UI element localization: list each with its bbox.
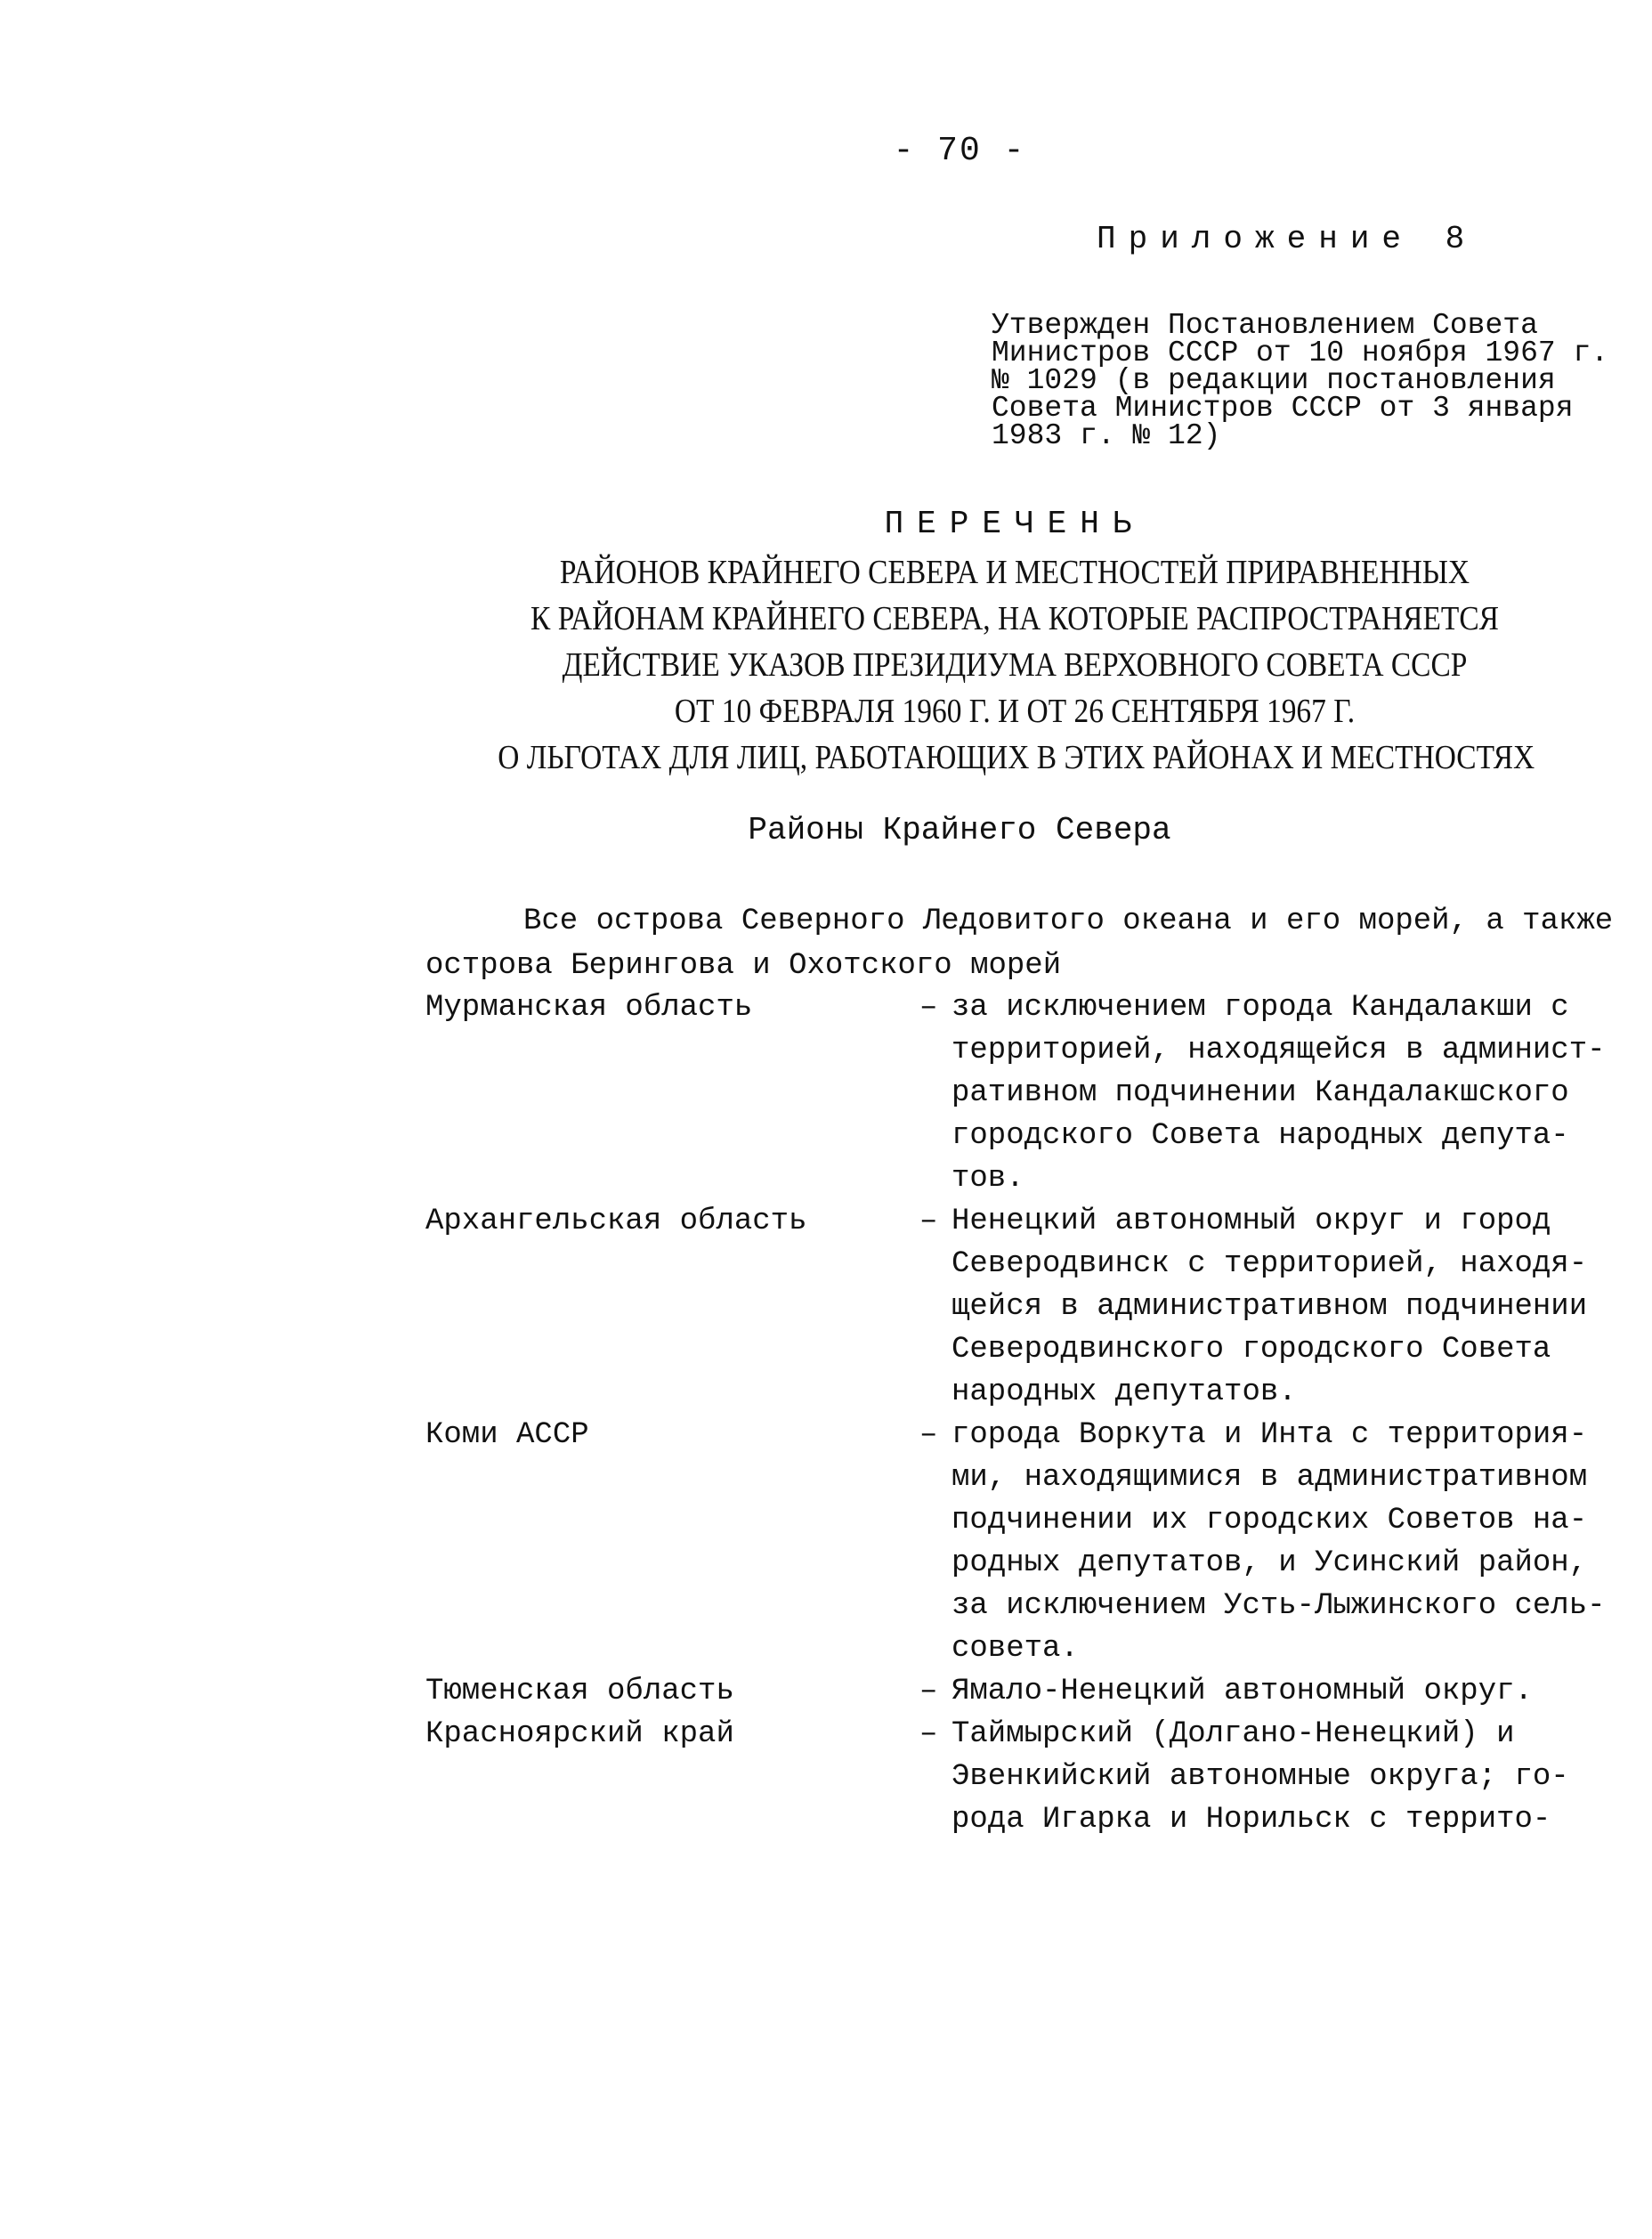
- page-number: - 70 -: [893, 132, 1026, 170]
- description-line: щейся в административном подчинении: [952, 1290, 1588, 1324]
- region-entry: [425, 1670, 1600, 1713]
- description-line: родных депутатов, и Усинский район,: [952, 1546, 1588, 1580]
- dash-separator: –: [919, 1205, 938, 1238]
- intro-paragraph: [425, 899, 1614, 988]
- approval-note: [992, 309, 1615, 452]
- title-line: О ЛЬГОТАХ ДЛЯ ЛИЦ, РАБОТАЮЩИХ В ЭТИХ РАЙОНАХ И МЕСТНОСТЯХ: [498, 739, 1535, 776]
- region-entry: [425, 1200, 1600, 1414]
- approval-line: Министров СССР от 10 ноября 1967 г.: [992, 337, 1609, 369]
- description-line: Эвенкийский автономные округа; го-: [952, 1760, 1569, 1794]
- region-list: [425, 986, 1606, 1841]
- dash-separator: –: [919, 991, 938, 1025]
- section-heading: Районы Крайнего Севера: [748, 812, 1171, 848]
- description-line: Ямало-Ненецкий автономный округ.: [952, 1675, 1533, 1708]
- region-description: [952, 986, 1606, 1200]
- intro-line: Все острова Северного Ледовитого океана и его морей, а также: [523, 905, 1614, 938]
- title-line: ОТ 10 ФЕВРАЛЯ 1960 Г. И ОТ 26 СЕНТЯБРЯ 1967 Г.: [674, 693, 1356, 730]
- region-description: [952, 1670, 1600, 1713]
- region-name: Коми АССР: [425, 1418, 589, 1452]
- description-line: рода Игарка и Норильск с террито-: [952, 1803, 1551, 1837]
- description-line: Ненецкий автономный округ и город: [952, 1205, 1551, 1238]
- description-line: совета.: [952, 1632, 1079, 1666]
- description-line: городского Совета народных депута-: [952, 1119, 1569, 1153]
- dash-separator: –: [919, 1418, 938, 1452]
- description-line: Северодвинск с территорией, находя-: [952, 1247, 1588, 1281]
- intro-line: острова Берингова и Охотского морей: [425, 949, 1062, 983]
- description-line: за исключением Усть-Лыжинского сель-: [952, 1589, 1606, 1623]
- region-name: Красноярский край: [425, 1717, 734, 1751]
- region-entry: [425, 1713, 1600, 1841]
- description-line: территорией, находящейся в админист-: [952, 1034, 1606, 1067]
- approval-line: 1983 г. № 12): [992, 419, 1221, 452]
- description-line: Северодвинского городского Совета: [952, 1333, 1551, 1367]
- title-line: РАЙОНОВ КРАЙНЕГО СЕВЕРА И МЕСТНОСТЕЙ ПРИРАВНЕННЫХ: [559, 554, 1470, 591]
- title-line: ДЕЙСТВИЕ УКАЗОВ ПРЕЗИДИУМА ВЕРХОВНОГО СОВЕТА СССР: [562, 646, 1468, 684]
- description-line: тов.: [952, 1162, 1024, 1196]
- region-name: Тюменская область: [425, 1675, 734, 1708]
- description-line: города Воркута и Инта с территория-: [952, 1418, 1588, 1452]
- appendix-label: Приложение 8: [1097, 221, 1478, 257]
- description-line: ми, находящимися в административном: [952, 1461, 1588, 1495]
- region-name: Архангельская область: [425, 1205, 807, 1238]
- dash-separator: –: [919, 1675, 938, 1708]
- approval-line: Утвержден Постановлением Совета: [992, 309, 1538, 342]
- document-title: [427, 506, 1602, 781]
- region-description: [952, 1200, 1600, 1414]
- approval-line: Совета Министров СССР от 3 января: [992, 392, 1574, 425]
- region-name: Мурманская область: [425, 991, 753, 1025]
- description-line: Таймырский (Долгано-Ненецкий) и: [952, 1717, 1515, 1751]
- description-line: за исключением города Кандалакши с: [952, 991, 1569, 1025]
- title-word: ПЕРЕЧЕНЬ: [884, 506, 1146, 542]
- region-description: [952, 1713, 1600, 1841]
- title-line: К РАЙОНАМ КРАЙНЕГО СЕВЕРА, НА КОТОРЫЕ РАСПРОСТРАНЯЕТСЯ: [530, 600, 1499, 637]
- description-line: подчинении их городских Советов на-: [952, 1504, 1588, 1537]
- description-line: ративном подчинении Кандалакшского: [952, 1076, 1569, 1110]
- region-description: [952, 1414, 1606, 1670]
- region-entry: [425, 986, 1606, 1200]
- approval-line: № 1029 (в редакции постановления: [992, 364, 1556, 397]
- description-line: народных депутатов.: [952, 1375, 1297, 1409]
- region-entry: [425, 1414, 1606, 1670]
- dash-separator: –: [919, 1717, 938, 1751]
